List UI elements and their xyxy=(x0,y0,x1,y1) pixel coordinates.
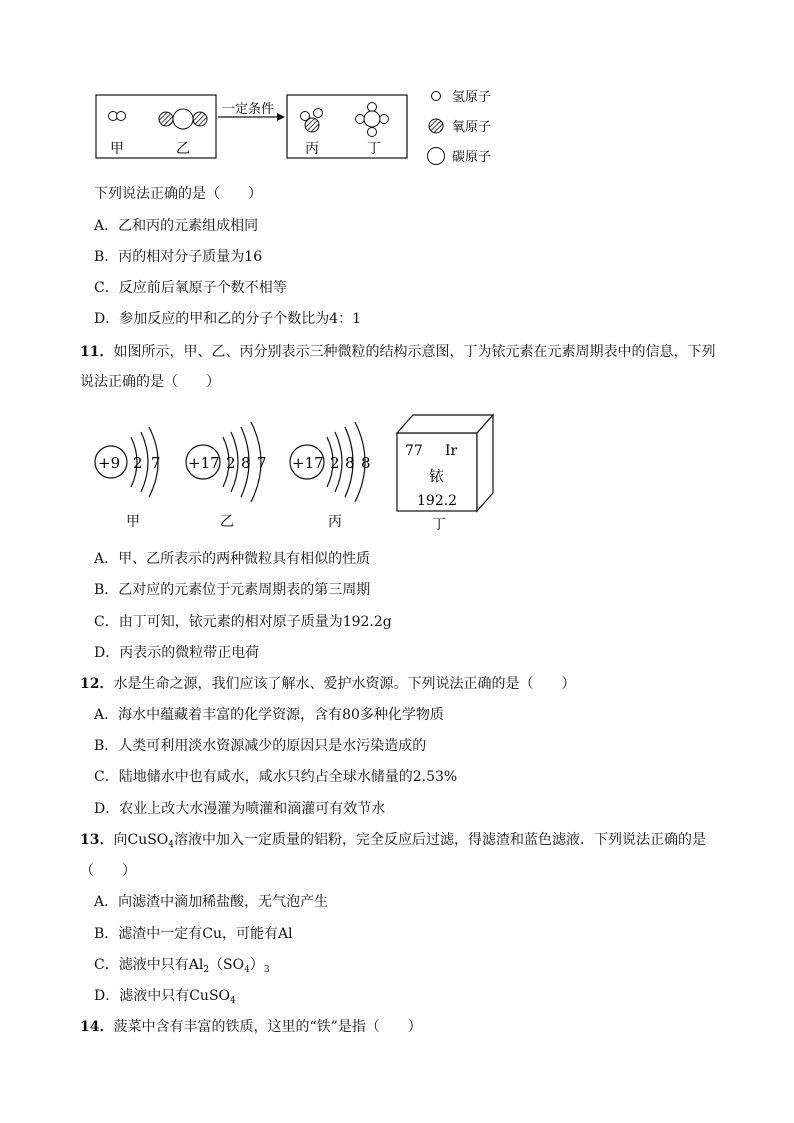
q10-stem: 下列说法正确的是（ ） xyxy=(94,186,262,202)
q14-number: 14． xyxy=(80,1019,114,1035)
q11-number: 11． xyxy=(80,344,114,360)
q12-stem xyxy=(80,674,575,694)
q13-stem-line1 xyxy=(80,830,706,855)
reaction-condition: 一定条件 xyxy=(222,102,275,117)
carbon-atom xyxy=(364,111,380,127)
shell-electrons: 7 xyxy=(151,454,161,472)
q12-option-d: D．农业上改大水漫灌为喷灌和滴灌可有效节水 xyxy=(94,801,386,817)
q11-stem-line2: 说法正确的是（ ） xyxy=(80,374,220,390)
reaction-diagram xyxy=(90,80,520,170)
q11-option-a: A．甲、乙所表示的两种微粒具有相似的性质 xyxy=(94,551,371,567)
label-bing: 丙 xyxy=(305,141,319,157)
cube-side xyxy=(477,415,493,511)
label-jia: 甲 xyxy=(110,141,124,157)
shell-electrons: 8 xyxy=(361,454,371,472)
hydrogen-atom xyxy=(368,103,377,112)
atom-structure-figure xyxy=(85,405,505,535)
atom-jia xyxy=(95,427,161,530)
q13-stem-b: 溶液中加入一定质量的铝粉，完全反应后过滤，得滤渣和蓝色滤液．下列说法正确的是 xyxy=(174,832,707,848)
oxygen-atom xyxy=(305,118,319,132)
q13-stem-a: 向CuSO xyxy=(113,832,169,848)
atom-label: 丁 xyxy=(432,517,446,533)
q11-option-b: B．乙对应的元素位于元素周期表的第三周期 xyxy=(94,582,371,598)
q13-optc-prefix: C．滤液中只有Al xyxy=(94,957,204,973)
atom-label: 丙 xyxy=(328,514,342,530)
hydrogen-atom xyxy=(380,115,389,124)
q12-number: 12． xyxy=(80,676,114,692)
atom-bing xyxy=(290,422,371,530)
q10-option-d: D．参加反应的甲和乙的分子个数比为4：1 xyxy=(94,311,362,327)
q11-stem-text: 如图所示，甲、乙、丙分别表示三种微粒的结构示意图，丁为铱元素在元素周期表中的信息，下列 xyxy=(113,344,716,360)
legend-carbon-icon xyxy=(428,148,445,165)
nucleus-charge: +17 xyxy=(188,454,220,472)
q11-option-c: C．由丁可知，铱元素的相对原子质量为192.2g xyxy=(94,614,392,630)
atom-yi xyxy=(186,422,267,530)
q13-option-d xyxy=(94,986,236,1011)
element-cell-iridium xyxy=(397,415,493,533)
q13-optc-suffix: ） xyxy=(249,957,264,973)
q14-stem-text: 菠菜中含有丰富的铁质，这里的“铁”是指（ ） xyxy=(113,1019,422,1035)
q13-option-c xyxy=(94,955,270,980)
element-symbol: Ir xyxy=(445,443,458,459)
q10-option-b: B．丙的相对分子质量为16 xyxy=(94,249,263,265)
oxygen-atom xyxy=(193,112,207,126)
q13-stem-sub: 4 xyxy=(168,840,175,850)
q13-stem-line2: （ ） xyxy=(80,863,136,879)
hydrogen-atom xyxy=(314,109,323,118)
shell-electrons: 7 xyxy=(257,454,267,472)
legend-hydrogen-icon xyxy=(432,92,441,101)
hydrogen-atom xyxy=(368,128,377,137)
shell-electrons: 2 xyxy=(133,454,143,472)
atomic-number: 77 xyxy=(405,443,423,459)
shell-electrons: 2 xyxy=(226,454,236,472)
hydrogen-atom xyxy=(356,115,365,124)
shell-electrons: 2 xyxy=(330,454,340,472)
shell-electrons: 8 xyxy=(345,454,355,472)
q11-stem-line1 xyxy=(80,342,715,362)
element-name: 铱 xyxy=(429,467,445,485)
q10-option-a: A．乙和丙的元素组成相同 xyxy=(94,218,259,234)
q12-option-a: A．海水中蕴藏着丰富的化学资源，含有80多种化学物质 xyxy=(94,707,444,723)
q13-optc-sub3: 3 xyxy=(263,965,270,975)
legend-carbon: 碳原子 xyxy=(452,150,492,165)
legend-hydrogen: 氢原子 xyxy=(452,90,492,105)
q13-option-a: A．向滤渣中滴加稀盐酸，无气泡产生 xyxy=(94,894,329,910)
oxygen-atom xyxy=(159,112,173,126)
q13-number: 13． xyxy=(80,832,114,848)
carbon-atom xyxy=(173,109,193,129)
q13-optc-sub1: 2 xyxy=(203,965,210,975)
legend-oxygen-icon xyxy=(429,119,443,133)
nucleus-charge: +17 xyxy=(292,454,324,472)
reaction-diagram-svg xyxy=(90,80,520,170)
hydrogen-atom xyxy=(117,112,126,121)
q12-option-b: B．人类可利用淡水资源减少的原因只是水污染造成的 xyxy=(94,738,427,754)
shell-electrons: 8 xyxy=(241,454,251,472)
nucleus-charge: +9 xyxy=(98,454,121,472)
q12-option-c: C．陆地储水中也有咸水，咸水只约占全球水储量的2.53% xyxy=(94,769,458,785)
label-ding: 丁 xyxy=(367,141,381,157)
q11-option-d: D．丙表示的微粒带正电荷 xyxy=(94,645,260,661)
atom-label: 乙 xyxy=(220,514,234,530)
q13-option-b: B．滤渣中一定有Cu，可能有Al xyxy=(94,926,293,942)
q10-option-c: C．反应前后氧原子个数不相等 xyxy=(94,280,287,296)
q14-stem xyxy=(80,1017,422,1037)
arrow-head xyxy=(277,113,285,121)
label-yi: 乙 xyxy=(176,141,190,157)
q13-optd-sub1: 4 xyxy=(230,996,236,1006)
atom-label: 甲 xyxy=(126,514,140,530)
q13-optd-prefix: D．滤液中只有CuSO xyxy=(94,988,231,1004)
atom-structure-svg xyxy=(85,405,505,535)
legend-oxygen: 氧原子 xyxy=(452,120,492,135)
q13-optc-mid: （SO xyxy=(209,957,245,973)
q13-optc-sub2: 4 xyxy=(244,965,250,975)
atomic-mass: 192.2 xyxy=(417,493,458,509)
q12-stem-text: 水是生命之源，我们应该了解水、爱护水资源。下列说法正确的是（ ） xyxy=(113,676,576,692)
